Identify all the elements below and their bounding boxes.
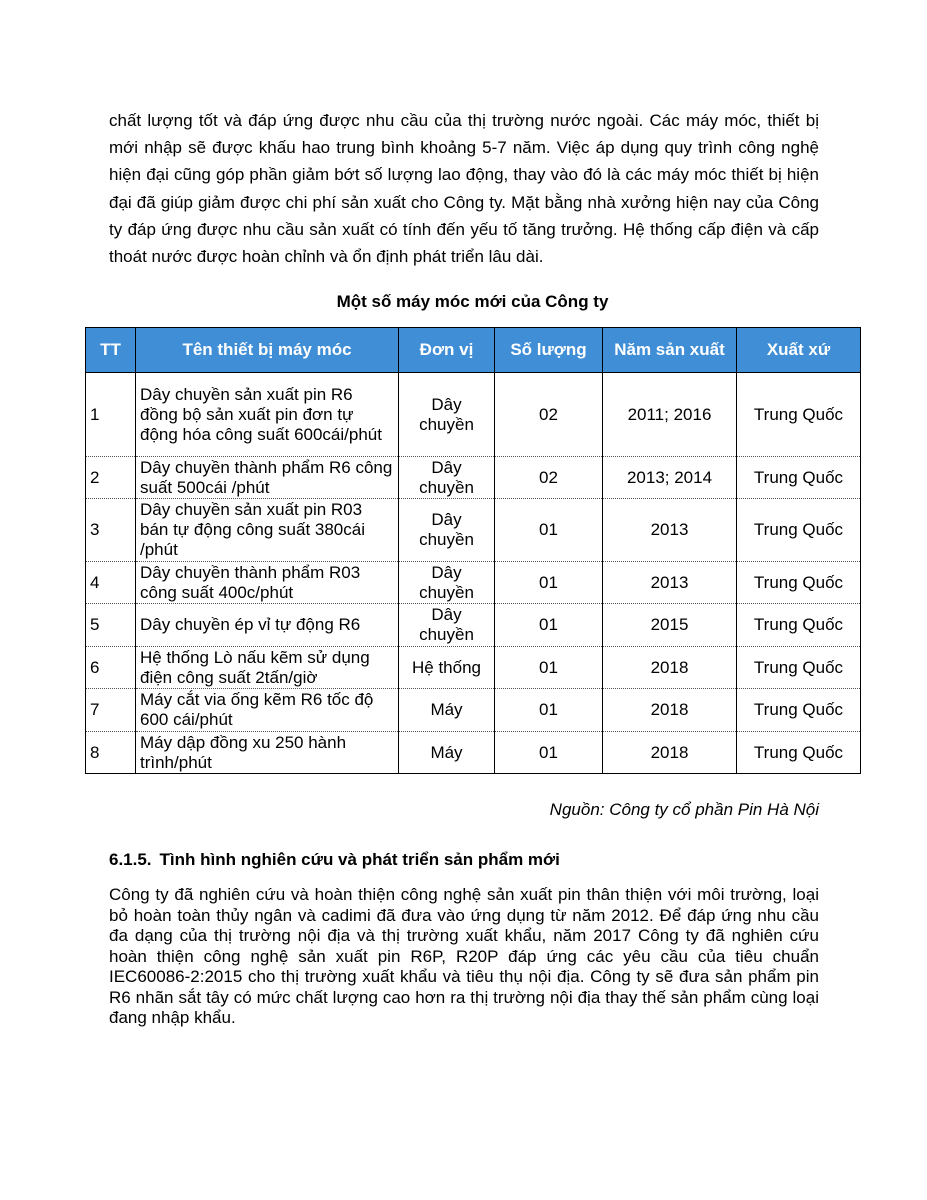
cell-tt: 6 [86, 647, 136, 689]
cell-origin: Trung Quốc [737, 373, 861, 457]
cell-qty: 01 [495, 604, 603, 647]
table-row [86, 732, 861, 774]
cell-origin: Trung Quốc [737, 457, 861, 499]
header-origin: Xuất xứ [737, 328, 861, 373]
cell-origin: Trung Quốc [737, 647, 861, 689]
section-title: Tình hình nghiên cứu và phát triển sản phẩm mới [159, 850, 560, 869]
cell-tt: 7 [86, 689, 136, 732]
cell-qty: 01 [495, 499, 603, 562]
cell-year: 2013 [603, 562, 737, 604]
cell-qty: 01 [495, 562, 603, 604]
cell-unit: Dây chuyền [399, 604, 495, 647]
table-row [86, 373, 861, 457]
cell-tt: 1 [86, 373, 136, 457]
equipment-table [85, 327, 861, 774]
cell-qty: 02 [495, 373, 603, 457]
cell-year: 2011; 2016 [603, 373, 737, 457]
cell-qty: 01 [495, 647, 603, 689]
cell-name: Máy dập đồng xu 250 hành trình/phút [136, 732, 399, 774]
cell-year: 2015 [603, 604, 737, 647]
section-number: 6.1.5. [109, 850, 152, 869]
table-header-row [86, 328, 861, 373]
cell-name: Máy cắt via ống kẽm R6 tốc độ 600 cái/phút [136, 689, 399, 732]
header-qty: Số lượng [495, 328, 603, 373]
header-name: Tên thiết bị máy móc [136, 328, 399, 373]
cell-unit: Dây chuyền [399, 499, 495, 562]
cell-year: 2013; 2014 [603, 457, 737, 499]
cell-unit: Dây chuyền [399, 562, 495, 604]
section-paragraph: Công ty đã nghiên cứu và hoàn thiện công nghệ sản xuất pin thân thiện với môi trường, loại bỏ hoàn toàn thủy ngân và cadimi đã đưa vào ứng dụng từ năm 2012. Để đáp ứng nhu cầu đa dạng của thị trường nội địa và thị trường xuất khẩu, năm 2017 Công ty đã nghiên cứu hoàn thiện công nghệ sản xuất pin R6P, R20P đáp ứng các yêu cầu của tiêu chuẩn IEC60086-2:2015 cho thị trường xuất khẩu và tiêu thụ nội địa. Công ty sẽ đưa sản phẩm pin R6 nhãn sắt tây có mức chất lượng cao hơn ra thị trường nội địa thay thế sản phẩm cùng loại đang nhập khẩu. [109, 885, 819, 1027]
cell-tt: 8 [86, 732, 136, 774]
cell-origin: Trung Quốc [737, 732, 861, 774]
table-row [86, 647, 861, 689]
cell-origin: Trung Quốc [737, 689, 861, 732]
table-title: Một số máy móc mới của Công ty [336, 292, 609, 311]
cell-qty: 01 [495, 732, 603, 774]
table-row [86, 457, 861, 499]
cell-tt: 4 [86, 562, 136, 604]
cell-qty: 01 [495, 689, 603, 732]
table-row [86, 689, 861, 732]
header-year: Năm sản xuất [603, 328, 737, 373]
cell-year: 2018 [603, 647, 737, 689]
cell-year: 2018 [603, 689, 737, 732]
cell-name: Dây chuyền thành phẩm R03 công suất 400c/phút [136, 562, 399, 604]
cell-tt: 3 [86, 499, 136, 562]
table-source-note: Nguồn: Công ty cổ phần Pin Hà Nội [549, 800, 819, 819]
cell-origin: Trung Quốc [737, 562, 861, 604]
cell-unit: Dây chuyền [399, 457, 495, 499]
cell-unit: Dây chuyền [399, 373, 495, 457]
cell-origin: Trung Quốc [737, 604, 861, 647]
cell-origin: Trung Quốc [737, 499, 861, 562]
cell-year: 2018 [603, 732, 737, 774]
cell-name: Dây chuyền ép vỉ tự động R6 [136, 604, 399, 647]
cell-tt: 5 [86, 604, 136, 647]
section-heading [109, 850, 568, 870]
cell-unit: Máy [399, 689, 495, 732]
table-row [86, 604, 861, 647]
cell-name: Dây chuyền sản xuất pin R6 đồng bộ sản xuất pin đơn tự động hóa công suất 600cái/phút [136, 373, 399, 457]
cell-qty: 02 [495, 457, 603, 499]
cell-unit: Hệ thống [399, 647, 495, 689]
header-tt: TT [86, 328, 136, 373]
cell-year: 2013 [603, 499, 737, 562]
cell-name: Dây chuyền sản xuất pin R03 bán tự động công suất 380cái /phút [136, 499, 399, 562]
table-row [86, 499, 861, 562]
cell-unit: Máy [399, 732, 495, 774]
cell-tt: 2 [86, 457, 136, 499]
header-unit: Đơn vị [399, 328, 495, 373]
cell-name: Dây chuyền thành phẩm R6 công suất 500cái /phút [136, 457, 399, 499]
cell-name: Hệ thống Lò nấu kẽm sử dụng điện công suất 2tấn/giờ [136, 647, 399, 689]
table-row [86, 562, 861, 604]
intro-paragraph: chất lượng tốt và đáp ứng được nhu cầu của thị trường nước ngoài. Các máy móc, thiết bị mới nhập sẽ được khấu hao trung bình khoảng 5-7 năm. Việc áp dụng quy trình công nghệ hiện đại cũng góp phần giảm bớt số lượng lao động, thay vào đó là các máy móc thiết bị hiện đại đã giúp giảm được chi phí sản xuất cho Công ty. Mặt bằng nhà xưởng hiện nay của Công ty đáp ứng được nhu cầu sản xuất có tính đến yếu tố tăng trưởng. Hệ thống cấp điện và cấp thoát nước được hoàn chỉnh và ổn định phát triển lâu dài. [109, 111, 819, 267]
